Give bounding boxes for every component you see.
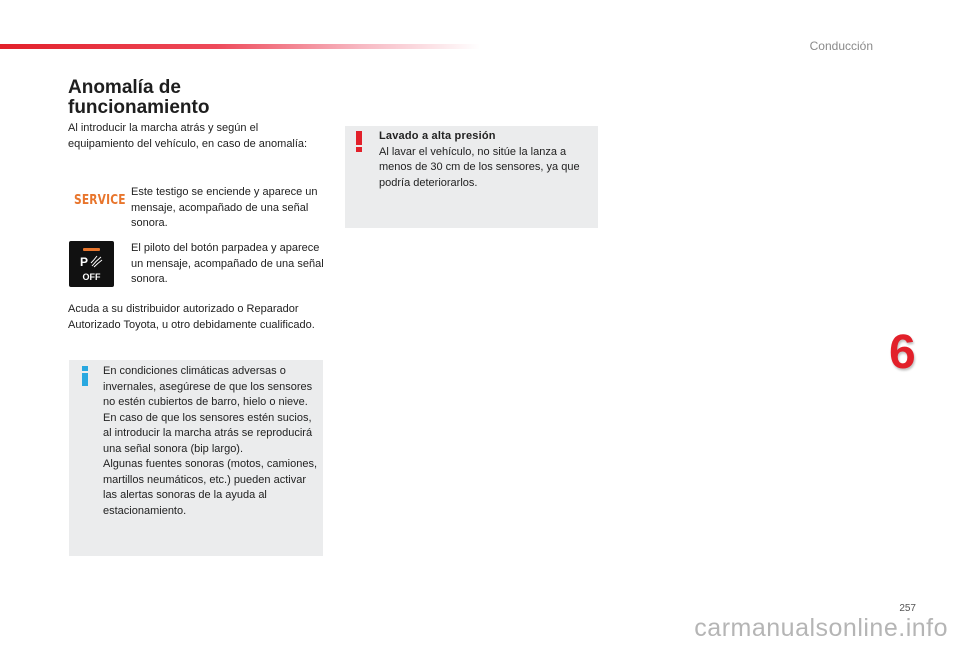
- warning-icon: [356, 131, 364, 153]
- heading-line-1: Anomalía de: [68, 77, 181, 98]
- sensor-waves-icon: [90, 255, 103, 271]
- info-text: [103, 364, 319, 519]
- service-indicator-text: Este testigo se enciende y aparece un mensaje, acompañado de una señal sonora.: [131, 186, 318, 229]
- warning-text: [379, 129, 591, 191]
- intro-paragraph: Al introducir la marcha atrás y según el equipamiento del vehículo, en caso de anomalía:: [68, 122, 308, 150]
- page-number: 257: [899, 603, 916, 614]
- indicator-led: [83, 248, 100, 251]
- section-title: Conducción: [809, 39, 873, 53]
- chapter-number: 6: [889, 326, 916, 379]
- dealer-paragraph: Acuda a su distribuidor autorizado o Reparador Autorizado Toyota, u otro debidamente cualificado.: [68, 303, 315, 331]
- page-heading: [68, 78, 328, 118]
- header-accent-bar: [0, 44, 480, 49]
- info-paragraph-2: Algunas fuentes sonoras (motos, camiones, martillos neumáticos, etc.) pueden activar las alertas sonoras de la ayuda al estacionamiento.: [103, 458, 318, 517]
- warning-title: Lavado a alta presión: [379, 130, 496, 142]
- park-assist-indicator-text: El piloto del botón parpadea y aparece un mensaje, acompañado de una señal sonora.: [131, 242, 324, 285]
- parking-p-glyph: P: [80, 255, 89, 269]
- service-warning-icon: SERVICE: [74, 193, 126, 208]
- off-label: OFF: [82, 272, 101, 282]
- info-icon: [80, 366, 90, 386]
- park-assist-off-button-icon: [69, 241, 114, 287]
- info-paragraph-1: En condiciones climáticas adversas o invernales, asegúrese de que los sensores no estén cubiertos de barro, hielo o nieve. En caso de que los sensores estén sucios, al introducir la marcha atrás se reproducirá una señal sonora (bip largo).: [103, 365, 313, 455]
- heading-line-2: funcionamiento: [68, 97, 210, 118]
- watermark: carmanualsonline.info: [694, 614, 948, 642]
- warning-body: Al lavar el vehículo, no sitúe la lanza a menos de 30 cm de los sensores, ya que podría deteriorarlos.: [379, 145, 580, 189]
